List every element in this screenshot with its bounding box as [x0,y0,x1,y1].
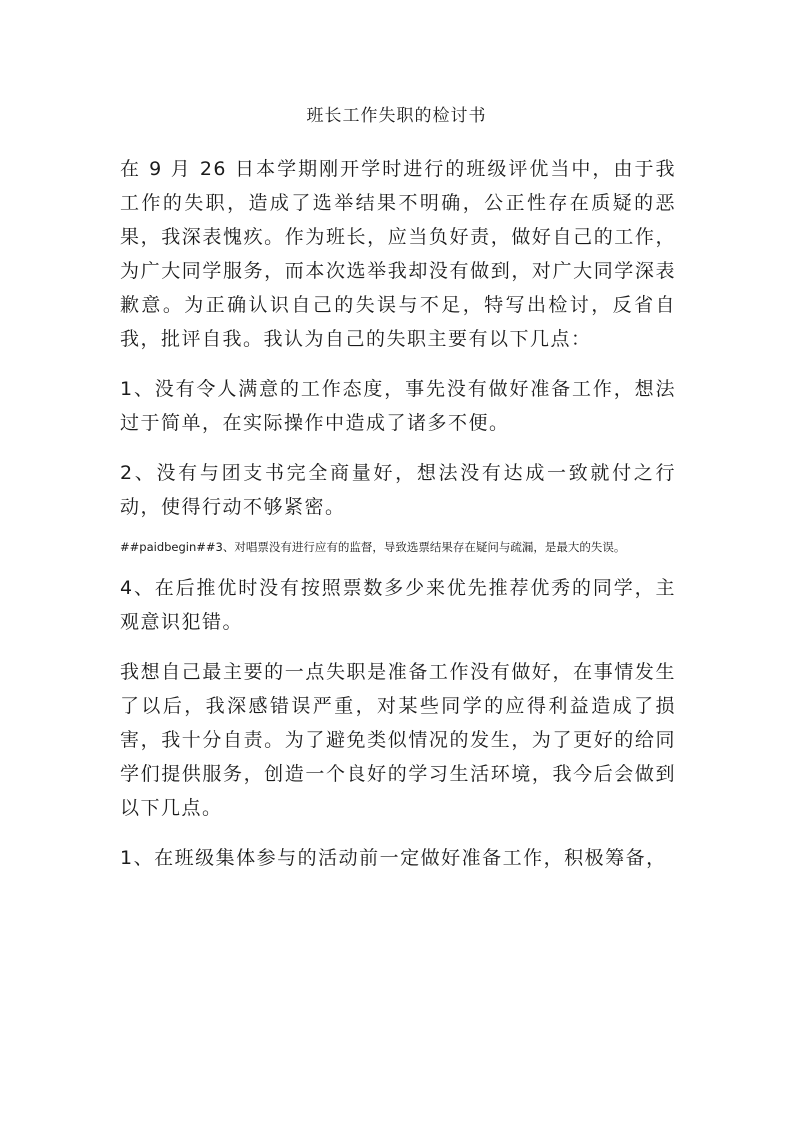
paragraph-intro: 在 9 月 26 日本学期刚开学时进行的班级评优当中，由于我工作的失职，造成了选举结果不明确，公正性存在质疑的恶果，我深表愧疚。作为班长，应当负好责，做好自己的工作，为广大同学服务，而本次选举我却没有做到，对广大同学深表歉意。为正确认识自己的失误与不足，特写出检讨，反省自我，批评自我。我认为自己的失职主要有以下几点： [120,158,676,350]
paragraph-point-1: 1、没有令人满意的工作态度，事先没有做好准备工作，想法过于简单，在实际操作中造成了诸多不便。 [120,378,676,434]
paragraph-plan-1: 1、在班级集体参与的活动前一定做好准备工作，积极筹备， [120,847,667,869]
paragraph-reflection: 我想自己最主要的一点失职是准备工作没有做好，在事情发生了以后，我深感错误严重，对某些同学的应得利益造成了损害，我十分自责。为了避免类似情况的发生，为了更好的给同学们提供服务，创造一个良好的学习生活环境，我今后会做到以下几点。 [120,661,676,819]
document-body [120,152,676,891]
paragraph-point-2: 2、没有与团支书完全商量好，想法没有达成一致就付之行动，使得行动不够紧密。 [120,462,676,518]
paragraph-point-4: 4、在后推优时没有按照票数多少来优先推荐优秀的同学，主观意识犯错。 [120,577,676,633]
paragraph-point-3: ##paidbegin##3、对唱票没有进行应有的监督，导致选票结果存在疑问与疏漏，是最大的失误。 [120,540,626,554]
document-title: 班长工作失职的检讨书 [306,106,487,126]
